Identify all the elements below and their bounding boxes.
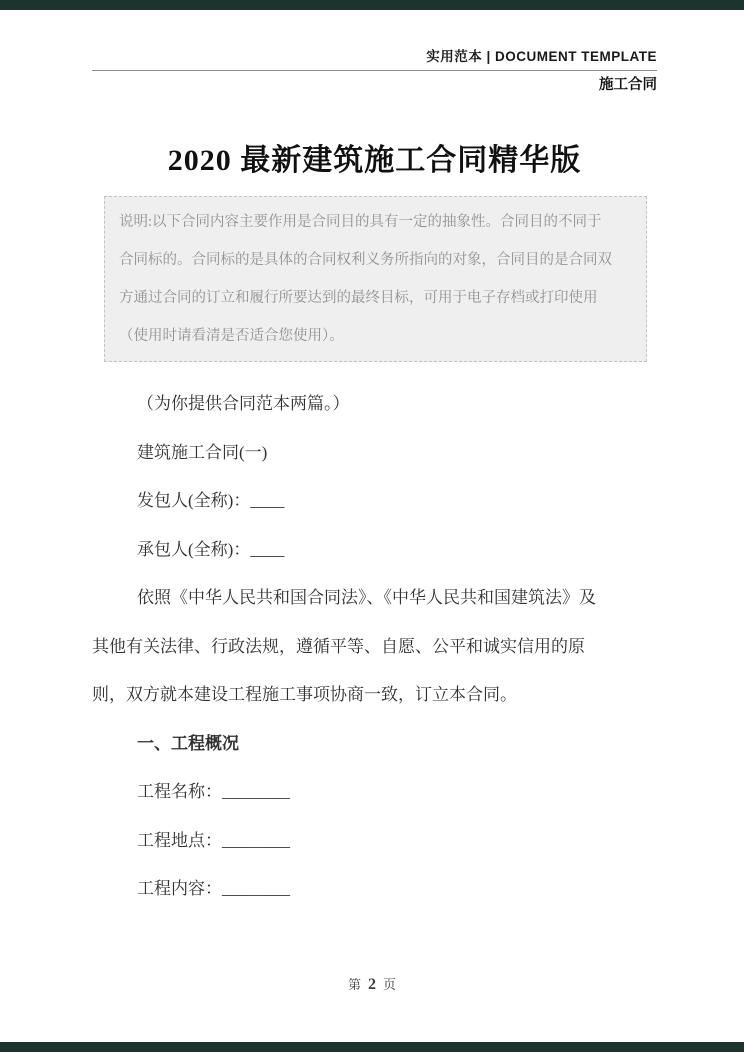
page-number-prefix: 第 [347, 977, 361, 992]
body-line-note: （为你提供合同范本两篇。） [137, 394, 350, 413]
body-line-law-2: 其他有关法律、行政法规，遵循平等、自愿、公平和诚实信用的原 [92, 636, 585, 656]
page-footer [0, 974, 744, 994]
page-content [92, 10, 657, 914]
notice-line: 合同标的。合同标的是具体的合同权利义务所指向的对象，合同目的是合同双 [119, 252, 612, 268]
page-number: 2 [368, 976, 376, 993]
body-line-subtitle: 建筑施工合同(一) [137, 442, 268, 462]
page-number-suffix: 页 [383, 977, 397, 992]
body-line-project-content: 工程内容：________ [137, 879, 290, 898]
notice-line: 说明:以下合同内容主要作用是合同目的具有一定的抽象性。合同目的不同于 [119, 214, 602, 230]
body-line-project-name: 工程名称：________ [137, 782, 290, 801]
notice-line: 方通过合同的订立和履行所要达到的最终目标，可用于电子存档或打印使用 [119, 290, 598, 306]
page-header [92, 48, 657, 95]
body-line-section-heading: 一、工程概况 [137, 733, 239, 753]
notice-box [104, 196, 647, 362]
category-label: 施工合同 [599, 77, 657, 93]
contract-body [92, 380, 657, 914]
top-accent-bar [0, 0, 744, 10]
body-line-project-location: 工程地点：________ [137, 830, 290, 850]
bottom-accent-bar [0, 1042, 744, 1052]
body-line-law-3: 则，双方就本建设工程施工事项协商一致，订立本合同。 [92, 685, 517, 704]
document-title: 2020 最新建筑施工合同精华版 [167, 144, 582, 177]
notice-line: （使用时请看清是否适合您使用）。 [119, 328, 344, 344]
body-line-employer-blank: 发包人(全称)：____ [137, 491, 285, 510]
body-line-law-1: 依照《中华人民共和国合同法》、《中华人民共和国建筑法》及 [137, 588, 596, 607]
header-divider [92, 70, 657, 71]
brand-label: 实用范本 | DOCUMENT TEMPLATE [426, 49, 657, 64]
body-line-contractor-blank: 承包人(全称)：____ [137, 539, 285, 559]
